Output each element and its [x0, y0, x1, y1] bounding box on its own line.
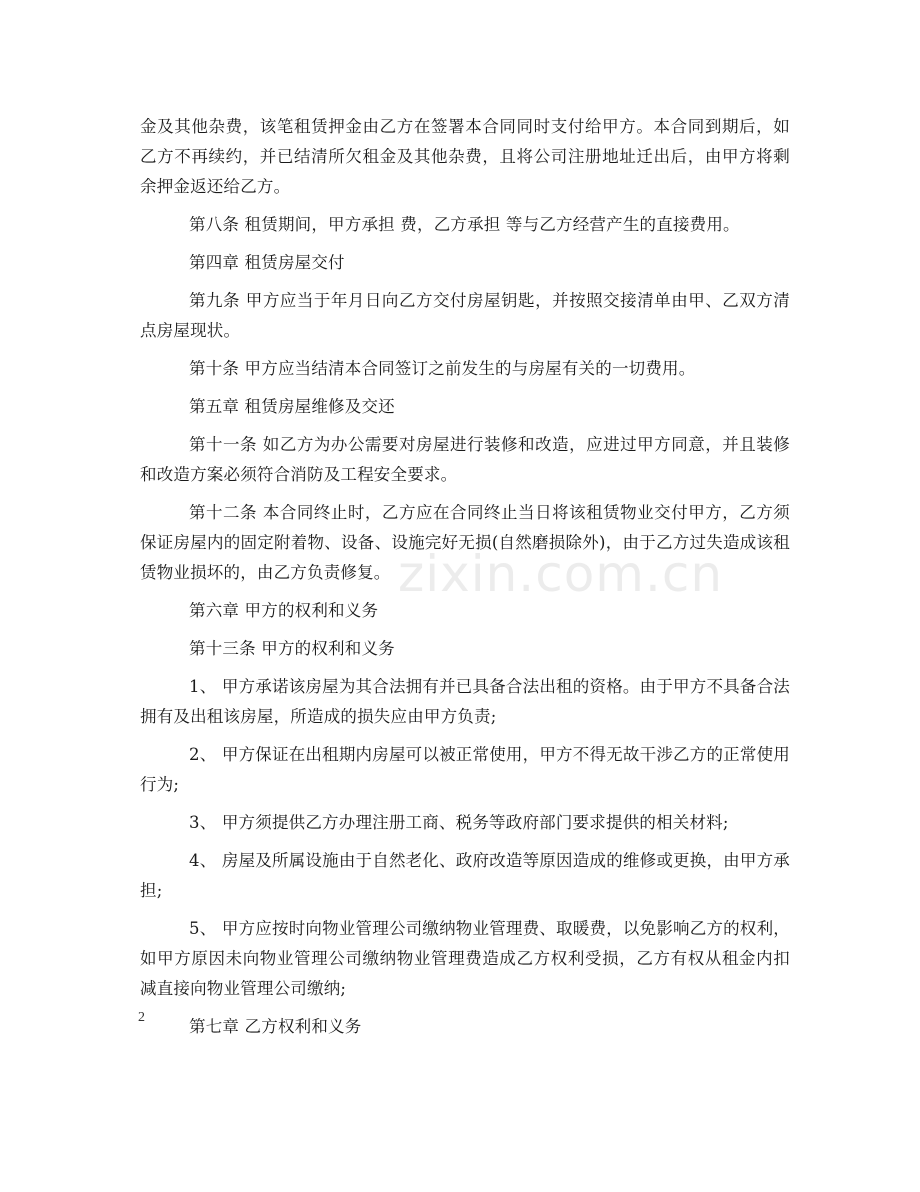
article-12: 第十二条 本合同终止时，乙方应在合同终止当日将该租赁物业交付甲方，乙方须保证房屋内的固定附着物、设备、设施完好无损(自然磨损除外)，由于乙方过失造成该租赁物业损坏的，由乙方负责修复。	[140, 503, 790, 582]
page-number: 2	[138, 1010, 145, 1025]
chapter-7-heading: 第七章 乙方权利和义务	[189, 1017, 362, 1036]
list-item-4: 4、 房屋及所属设施由于自然老化、政府改造等原因造成的维修或更换，由甲方承担;	[140, 851, 790, 900]
article-11: 第十一条 如乙方为办公需要对房屋进行装修和改造，应进过甲方同意，并且装修和改造方案必须符合消防及工程安全要求。	[140, 435, 790, 484]
list-item-1: 1、 甲方承诺该房屋为其合法拥有并已具备合法出租的资格。由于甲方不具备合法拥有及出租该房屋，所造成的损失应由甲方负责;	[140, 677, 790, 726]
watermark: zixin.com.cn	[398, 545, 724, 603]
chapter-5-heading: 第五章 租赁房屋维修及交还	[189, 397, 395, 416]
chapter-6-heading: 第六章 甲方的权利和义务	[189, 601, 379, 620]
article-13: 第十三条 甲方的权利和义务	[189, 639, 395, 658]
list-item-5: 5、 甲方应按时向物业管理公司缴纳物业管理费、取暖费，以免影响乙方的权利，如甲方原因未向物业管理公司缴纳物业管理费造成乙方权利受损，乙方有权从租金内扣减直接向物业管理公司缴纳;	[140, 919, 790, 998]
paragraph-continuation: 金及其他杂费，该笔租赁押金由乙方在签署本合同同时支付给甲方。本合同到期后，如乙方不再续约，并已结清所欠租金及其他杂费，且将公司注册地址迁出后，由甲方将剩余押金返还给乙方。	[140, 117, 790, 196]
list-item-2: 2、 甲方保证在出租期内房屋可以被正常使用，甲方不得无故干涉乙方的正常使用行为;	[140, 745, 790, 794]
article-9: 第九条 甲方应当于年月日向乙方交付房屋钥匙，并按照交接清单由甲、乙双方清点房屋现状。	[140, 291, 790, 340]
article-8: 第八条 租赁期间，甲方承担 费，乙方承担 等与乙方经营产生的直接费用。	[189, 215, 740, 234]
article-10: 第十条 甲方应当结清本合同签订之前发生的与房屋有关的一切费用。	[189, 359, 696, 378]
document-body	[140, 112, 790, 1042]
chapter-4-heading: 第四章 租赁房屋交付	[189, 253, 345, 272]
list-item-3: 3、 甲方须提供乙方办理注册工商、税务等政府部门要求提供的相关材料;	[189, 813, 729, 832]
